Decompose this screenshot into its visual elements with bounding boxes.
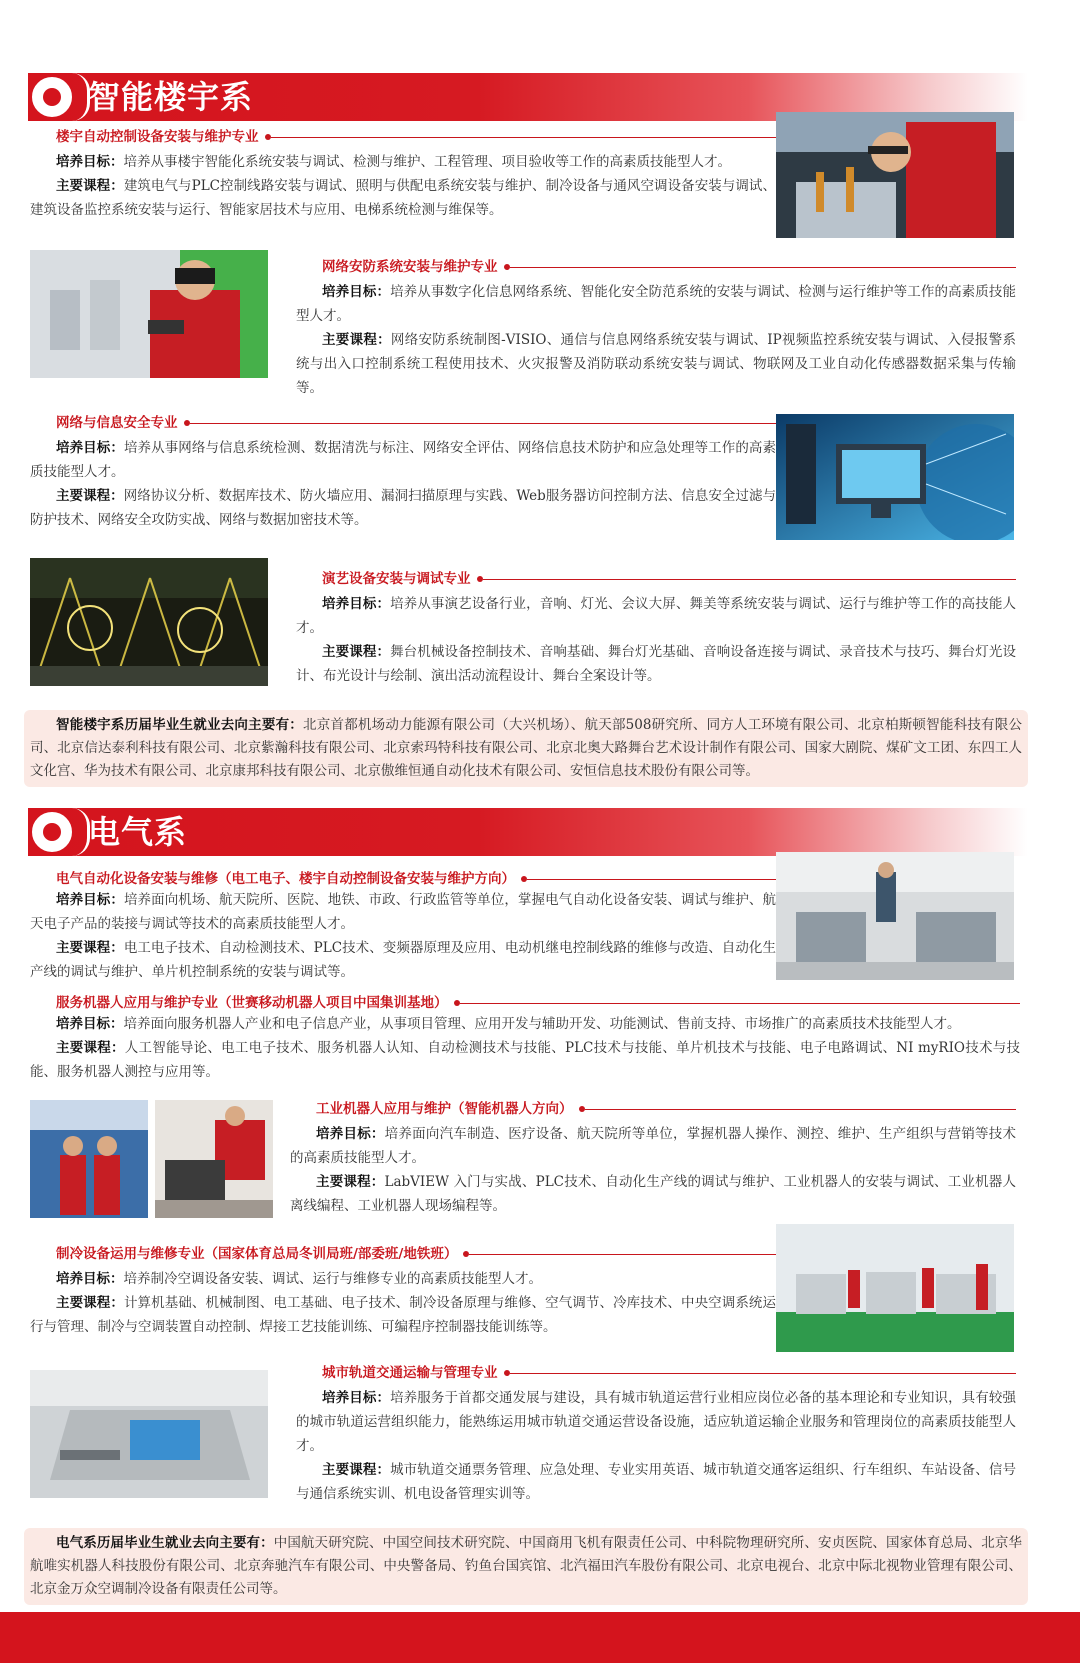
major-title: 网络安防系统安装与维护专业 (322, 259, 498, 275)
major-title-row (30, 128, 776, 146)
title-divider (527, 879, 776, 880)
main-courses: 主要课程：电工电子技术、自动检测技术、PLC技术、变频器原理及应用、电动机继电控制线路的维修与改造、自动化生产线的调试与维护、单片机控制系统的安装与调试等。 (30, 940, 776, 980)
photo-robot-workshop (155, 1100, 273, 1218)
title-divider (190, 423, 777, 424)
main-courses: 主要课程：网络协议分析、数据库技术、防火墙应用、漏洞扫描原理与实践、Web服务器访问控制方法、信息安全过滤与防护技术、网络安全攻防实战、网络与数据加密技术等。 (30, 488, 777, 528)
section-title: 电气系 (88, 813, 188, 851)
section-banner-electrical (28, 808, 1028, 856)
training-goal: 培养目标：培养面向服务机器人产业和电子信息产业，从事项目管理、应用开发与辅助开发、功能测试、售前支持、市场推广的高素质技术技能型人才。 (56, 1016, 961, 1032)
major-title: 制冷设备运用与维修专业（国家体育总局冬训局班/部委班/地铁班） (56, 1246, 458, 1262)
title-divider (585, 1109, 1017, 1110)
major-title: 服务机器人应用与维护专业（世赛移动机器人项目中国集训基地） (56, 995, 448, 1011)
major-title-row (296, 1364, 1016, 1382)
major-block (30, 414, 776, 532)
photo-rail-control-panel (30, 1370, 268, 1498)
major-title: 网络与信息安全专业 (56, 415, 178, 431)
training-goal: 培养目标：培养面向汽车制造、医疗设备、航天院所等单位，掌握机器人操作、测控、维护、生产组织与营销等技术的高素质技能型人才。 (290, 1126, 1017, 1166)
main-courses: 主要课程：舞台机械设备控制技术、音响基础、舞台灯光基础、音响设备连接与调试、录音技术与技巧、舞台灯光设计、布光设计与绘制、演出活动流程设计、舞台全案设计等。 (296, 644, 1017, 684)
title-divider (271, 137, 777, 138)
main-courses: 主要课程：LabVIEW 入门与实战、PLC技术、自动化生产线的调试与维护、工业机器人的安装与调试、工业机器人离线编程、工业机器人现场编程等。 (290, 1174, 1016, 1214)
training-goal: 培养目标：培养制冷空调设备安装、调试、运行与维修专业的高素质技能型人才。 (56, 1271, 542, 1287)
employment-label: 智能楼宇系历届毕业生就业去向主要有： (56, 717, 304, 733)
major-block (296, 1364, 1016, 1506)
major-title-row (30, 994, 1020, 1012)
employment-label: 电气系历届毕业生就业去向主要有： (56, 1535, 274, 1551)
major-block (30, 1245, 776, 1339)
main-courses: 主要课程：网络安防系统制图-VISIO、通信与信息网络系统安装与调试、IP视频监控系统安装与调试、入侵报警系统与出入口控制系统工程使用技术、火灾报警及消防联动系统安装与调试、物联网及工业自动化传感器数据采集与传输等。 (296, 332, 1016, 396)
training-goal: 培养目标：培养从事演艺设备行业，音响、灯光、会议大屏、舞美等系统安装与调试、运行与维护等工作的高技能人才。 (296, 596, 1017, 636)
photo-automation-lab (776, 852, 1014, 980)
major-title-row (290, 1100, 1016, 1118)
major-title: 城市轨道交通运输与管理专业 (322, 1365, 498, 1381)
main-courses: 主要课程：建筑电气与PLC控制线路安装与调试、照明与供配电系统安装与维护、制冷设备与通风空调设备安装与调试、建筑设备监控系统安装与运行、智能家居技术与应用、电梯系统检测与维保等。 (30, 178, 776, 218)
major-title-row (296, 258, 1016, 276)
major-block (296, 258, 1016, 400)
major-title: 楼宇自动控制设备安装与维护专业 (56, 129, 259, 145)
photo-refrigeration-lab (776, 1224, 1014, 1352)
photo-robot-team (30, 1100, 148, 1218)
photo-stage-lighting (30, 558, 268, 686)
major-block (30, 994, 1020, 1084)
title-divider (483, 579, 1017, 580)
title-divider (510, 1373, 1017, 1374)
main-courses: 主要课程：人工智能导论、电工电子技术、服务机器人认知、自动检测技术与技能、PLC技术与技能、单片机技术与技能、电子电路调试、NI myRIO技术与技能、服务机器人测控与应用等。 (30, 1040, 1021, 1080)
footer-bar (0, 1612, 1080, 1663)
training-goal: 培养目标：培养面向机场、航天院所、医院、地铁、市政、行政监管等单位，掌握电气自动化设备安装、调试与维护、航天电子产品的装接与调试等技术的高素质技能型人才。 (30, 892, 777, 932)
major-title: 工业机器人应用与维护（智能机器人方向） (316, 1101, 573, 1117)
employment-box (24, 1528, 1028, 1605)
photo-student-lab (776, 112, 1014, 238)
photo-vr-student (30, 250, 268, 378)
title-divider (460, 1003, 1021, 1004)
major-title: 演艺设备安装与调试专业 (322, 571, 471, 587)
circle-badge-icon (32, 812, 72, 852)
major-title-row (30, 1245, 776, 1263)
major-title-row (30, 414, 776, 432)
major-title-row (296, 570, 1016, 588)
major-title-row (30, 870, 776, 888)
training-goal: 培养目标：培养从事网络与信息系统检测、数据清洗与标注、网络安全评估、网络信息技术防护和应急处理等工作的高素质技能型人才。 (30, 440, 777, 480)
major-block (30, 128, 776, 222)
employment-text: 中国航天研究院、中国空间技术研究院、中国商用飞机有限责任公司、中科院物理研究所、安贞医院、国家体育总局、北京华航唯实机器人科技股份有限公司、北京奔驰汽车有限公司、中央警备局、钓鱼台国宾馆、北汽福田汽车股份有限公司、北京电视台、北京中际北视物业管理有限公司、北京金万众空调制冷设备有限责任公司等。 (30, 1535, 1023, 1597)
main-courses: 主要课程：计算机基础、机械制图、电工基础、电子技术、制冷设备原理与维修、空气调节、冷库技术、中央空调系统运行与管理、制冷与空调装置自动控制、焊接工艺技能训练、可编程序控制器技能训练等。 (30, 1295, 777, 1335)
major-title: 电气自动化设备安装与维修（电工电子、楼宇自动控制设备安装与维护方向） (56, 871, 515, 887)
training-goal: 培养目标：培养服务于首都交通发展与建设，具有城市轨道运营行业相应岗位必备的基本理论和专业知识，具有较强的城市轨道运营组织能力，能熟练运用城市轨道交通运营设备设施，适应轨道运输企业服务和管理岗位的高素质技能型人才。 (296, 1390, 1017, 1454)
major-block (296, 570, 1016, 688)
training-goal: 培养目标：培养从事数字化信息网络系统、智能化安全防范系统的安装与调试、检测与运行维护等工作的高素质技能型人才。 (296, 284, 1017, 324)
photo-network-globe (776, 414, 1014, 540)
main-courses: 主要课程：城市轨道交通票务管理、应急处理、专业实用英语、城市轨道交通客运组织、行车组织、车站设备、信号与通信系统实训、机电设备管理实训等。 (296, 1462, 1017, 1502)
training-goal: 培养目标：培养从事楼宇智能化系统安装与调试、检测与维护、工程管理、项目验收等工作的高素质技能型人才。 (56, 154, 731, 170)
employment-box (24, 710, 1028, 787)
title-divider (510, 267, 1017, 268)
circle-badge-icon (32, 77, 72, 117)
employment-text: 北京首都机场动力能源有限公司（大兴机场）、航天部508研究所、同方人工环境有限公司、北京柏斯顿智能科技有限公司、北京信达泰利科技有限公司、北京紫瀚科技有限公司、北京索玛特科技有限公司、北京北奥大路舞台艺术设计制作有限公司、国家大剧院、煤矿文工团、东四工人文化宫、华为技术有限公司、北京康邦科技有限公司、北京傲维恒通自动化技术有限公司、安恒信息技术股份有限公司等。 (30, 717, 1022, 779)
major-block (30, 870, 776, 984)
title-divider (469, 1254, 776, 1255)
section-title: 智能楼宇系 (88, 78, 254, 116)
major-block (290, 1100, 1016, 1218)
